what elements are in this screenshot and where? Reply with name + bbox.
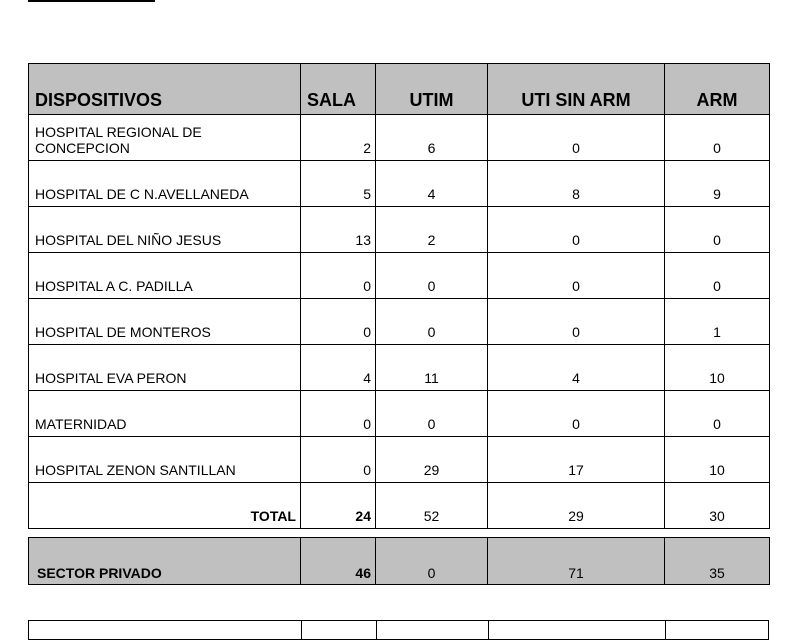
row-name: HOSPITAL DEL NIÑO JESUS — [29, 207, 301, 253]
row-utim: 2 — [376, 207, 488, 253]
row-uti-sin-arm: 17 — [488, 437, 665, 483]
private-arm: 35 — [665, 538, 770, 585]
row-sala: 2 — [301, 115, 376, 161]
row-utim: 6 — [376, 115, 488, 161]
header-row — [29, 64, 770, 115]
row-sala: 5 — [301, 161, 376, 207]
header-sala: SALA — [301, 64, 376, 115]
total-row — [29, 483, 770, 529]
row-name: HOSPITAL DE MONTEROS — [29, 299, 301, 345]
row-uti-sin-arm: 0 — [488, 207, 665, 253]
top-rule — [28, 0, 155, 2]
private-sala: 46 — [301, 538, 376, 585]
row-name: HOSPITAL EVA PERON — [29, 345, 301, 391]
next-table-partial — [28, 620, 769, 640]
table-row — [29, 115, 770, 161]
private-sector-row — [29, 538, 770, 585]
table-row — [29, 207, 770, 253]
total-arm: 30 — [665, 483, 770, 529]
header-dispositivos: DISPOSITIVOS — [29, 64, 301, 115]
row-arm: 9 — [665, 161, 770, 207]
header-utim: UTIM — [376, 64, 488, 115]
row-uti-sin-arm: 0 — [488, 115, 665, 161]
row-utim: 0 — [376, 391, 488, 437]
row-sala: 0 — [301, 253, 376, 299]
row-arm: 0 — [665, 253, 770, 299]
row-utim: 4 — [376, 161, 488, 207]
row-utim: 0 — [376, 253, 488, 299]
row-uti-sin-arm: 0 — [488, 253, 665, 299]
table-row — [29, 345, 770, 391]
table-row — [29, 299, 770, 345]
row-sala: 0 — [301, 437, 376, 483]
row-sala: 4 — [301, 345, 376, 391]
row-uti-sin-arm: 0 — [488, 391, 665, 437]
devices-table — [28, 63, 770, 529]
total-sala: 24 — [301, 483, 376, 529]
row-name: HOSPITAL A C. PADILLA — [29, 253, 301, 299]
private-label: SECTOR PRIVADO — [29, 538, 301, 585]
row-name: HOSPITAL ZENON SANTILLAN — [29, 437, 301, 483]
row-uti-sin-arm: 0 — [488, 299, 665, 345]
row-sala: 0 — [301, 391, 376, 437]
table-row — [29, 253, 770, 299]
row-uti-sin-arm: 4 — [488, 345, 665, 391]
row-sala: 13 — [301, 207, 376, 253]
row-arm: 10 — [665, 345, 770, 391]
private-utim: 0 — [376, 538, 488, 585]
total-label: TOTAL — [29, 483, 301, 529]
header-uti-sin-arm: UTI SIN ARM — [488, 64, 665, 115]
row-name: HOSPITAL REGIONAL DE CONCEPCION — [29, 115, 301, 161]
row-sala: 0 — [301, 299, 376, 345]
row-arm: 0 — [665, 207, 770, 253]
private-sector-table — [28, 537, 770, 585]
table-row — [29, 161, 770, 207]
row-name: MATERNIDAD — [29, 391, 301, 437]
row-arm: 0 — [665, 391, 770, 437]
row-uti-sin-arm: 8 — [488, 161, 665, 207]
row-name: HOSPITAL DE C N.AVELLANEDA — [29, 161, 301, 207]
table-row — [29, 391, 770, 437]
total-utim: 52 — [376, 483, 488, 529]
row-arm: 10 — [665, 437, 770, 483]
row-arm: 1 — [665, 299, 770, 345]
row-arm: 0 — [665, 115, 770, 161]
private-uti-sin-arm: 71 — [488, 538, 665, 585]
table-row — [29, 437, 770, 483]
row-utim: 0 — [376, 299, 488, 345]
header-arm: ARM — [665, 64, 770, 115]
row-utim: 11 — [376, 345, 488, 391]
total-uti-sin-arm: 29 — [488, 483, 665, 529]
row-utim: 29 — [376, 437, 488, 483]
